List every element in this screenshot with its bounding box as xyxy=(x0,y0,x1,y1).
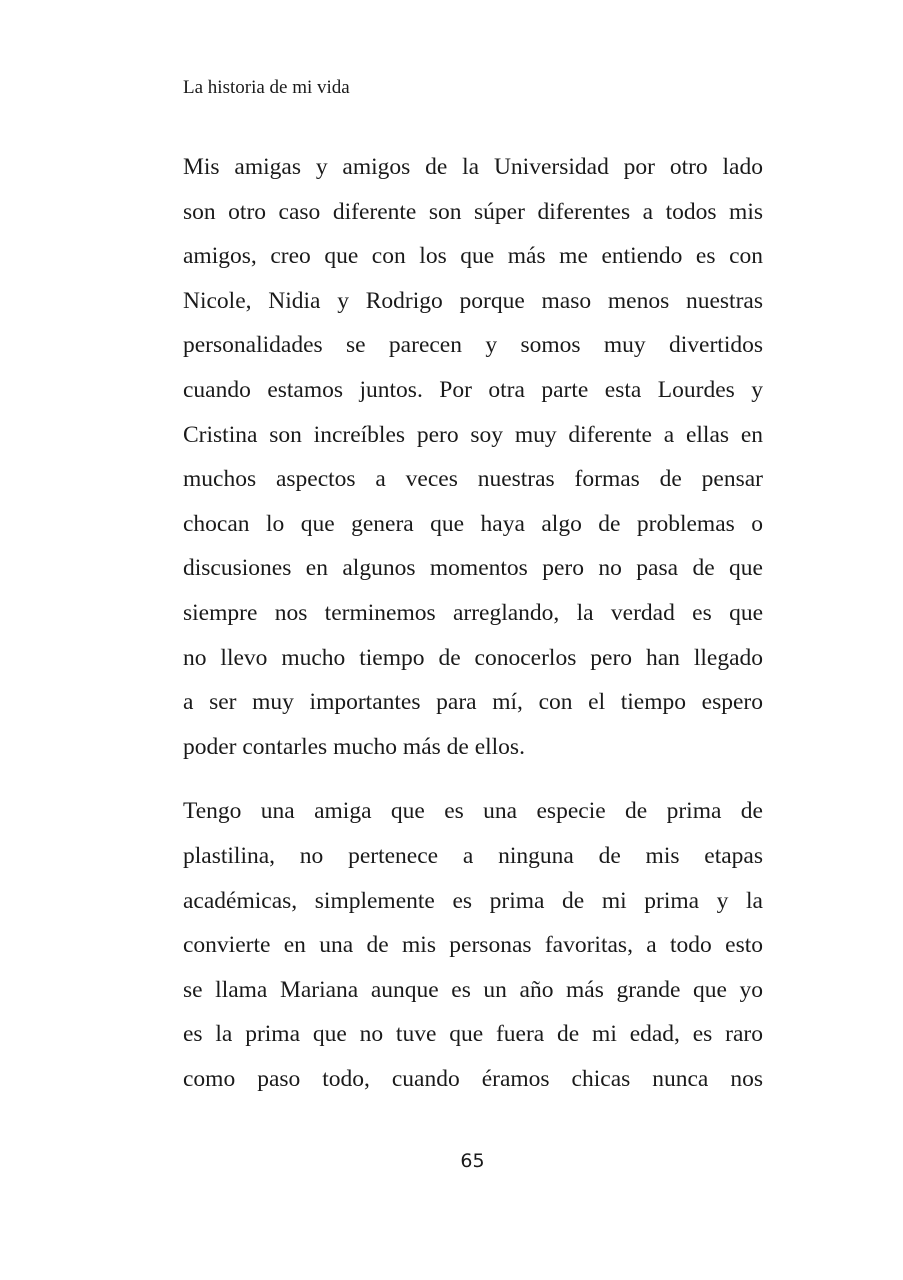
text-line: personalidades se parecen y somos muy divertidos xyxy=(183,332,763,359)
text-line: chocan lo que genera que haya algo de problemas o xyxy=(183,510,763,537)
text-line: poder contarles mucho más de ellos. xyxy=(183,733,525,760)
text-line: cuando estamos juntos. Por otra parte esta Lourdes y xyxy=(183,376,763,403)
text-line: siempre nos terminemos arreglando, la verdad es que xyxy=(183,599,763,626)
text-line: no llevo mucho tiempo de conocerlos pero han llegado xyxy=(183,644,763,671)
text-line: amigos, creo que con los que más me entiendo es con xyxy=(183,243,763,270)
text-line: académicas, simplemente es prima de mi prima y la xyxy=(183,887,763,914)
running-header-title: La historia de mi vida xyxy=(183,77,350,98)
text-line: son otro caso diferente son súper diferentes a todos mis xyxy=(183,198,763,225)
page-number: 65 xyxy=(460,1150,485,1172)
text-line: es la prima que no tuve que fuera de mi edad, es raro xyxy=(183,1021,763,1048)
text-line: Nicole, Nidia y Rodrigo porque maso menos nuestras xyxy=(183,287,763,314)
text-line: plastilina, no pertenece a ninguna de mis etapas xyxy=(183,842,763,869)
text-line: Tengo una amiga que es una especie de prima de xyxy=(183,798,763,825)
paragraph-1 xyxy=(183,145,763,769)
text-line: como paso todo, cuando éramos chicas nunca nos xyxy=(183,1065,763,1092)
text-line: discusiones en algunos momentos pero no pasa de que xyxy=(183,555,763,582)
text-line: muchos aspectos a veces nuestras formas de pensar xyxy=(183,466,763,493)
body-text xyxy=(183,145,763,1121)
text-line: a ser muy importantes para mí, con el tiempo espero xyxy=(183,689,763,716)
text-line: Mis amigas y amigos de la Universidad por otro lado xyxy=(183,154,763,180)
text-line: convierte en una de mis personas favoritas, a todo esto xyxy=(183,932,763,959)
paragraph-2 xyxy=(183,789,763,1101)
text-line: se llama Mariana aunque es un año más grande que yo xyxy=(183,976,763,1003)
text-line: Cristina son increíbles pero soy muy diferente a ellas en xyxy=(183,421,763,448)
